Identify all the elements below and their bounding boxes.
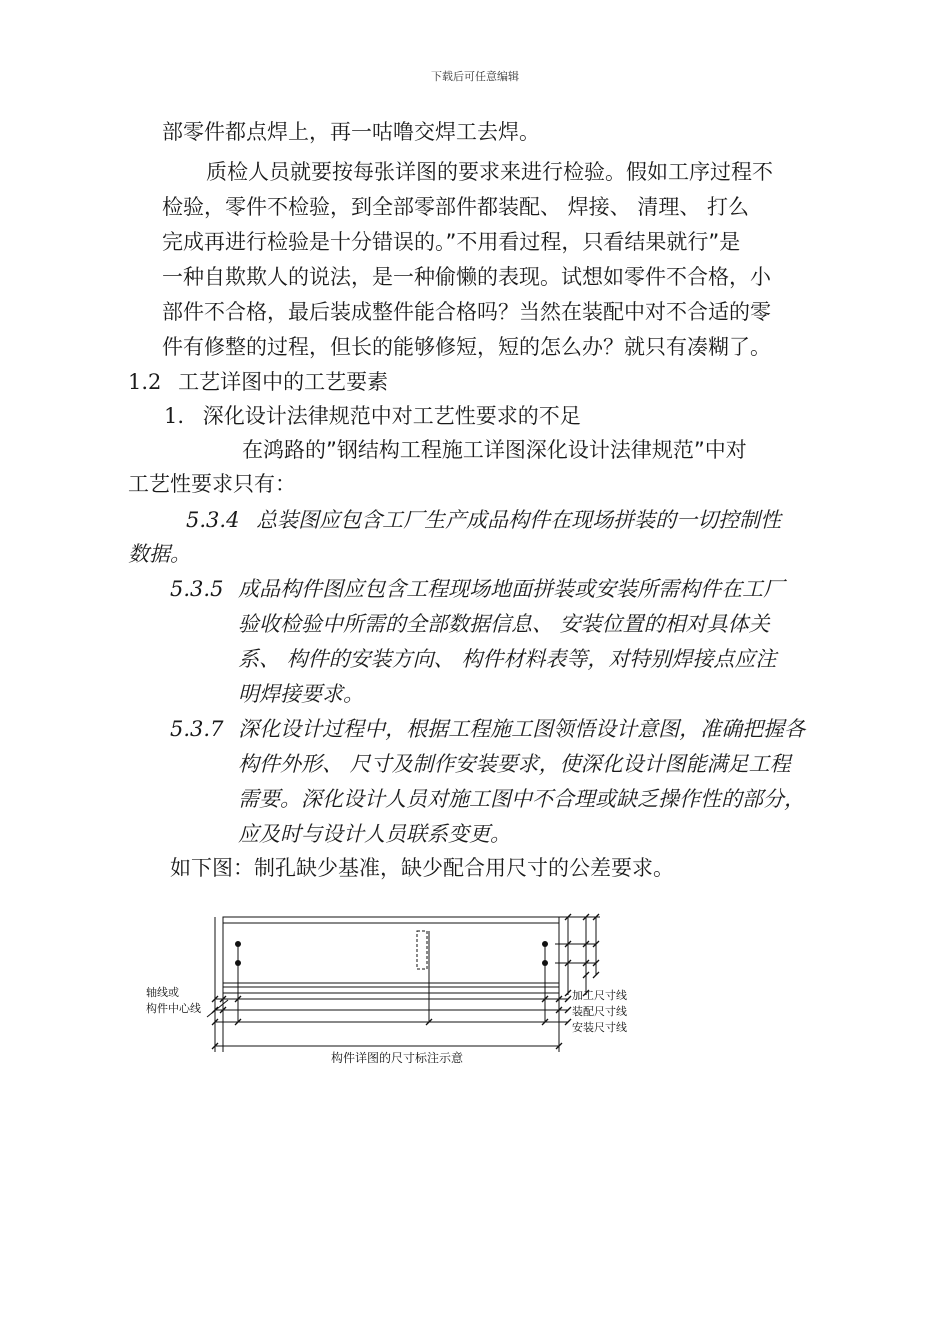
clause-text: 明焊接要求。 (238, 682, 364, 706)
clause-text: 总装图应包含工厂生产成品构件在现场拼装的一切控制性 (256, 508, 782, 532)
body-line: 部零件都点焊上，再一咕噜交焊工去焊。 (162, 120, 540, 144)
body-line: 件有修整的过程，但长的能够修短，短的怎么办？就只有凑糊了。 (162, 335, 771, 359)
label-axis-line1: 轴线或 (146, 986, 179, 999)
label-install-dimension: 安装尺寸线 (572, 1021, 627, 1034)
body-line: 完成再进行检验是十分错误的。”不用看过程，只看结果就行”是 (162, 230, 741, 254)
body-line: 检验，零件不检验，到全部零部件都装配、 焊接、 清理、 打么 (162, 195, 750, 219)
clause-number: 5.3.5 (170, 577, 224, 601)
bolt-hole (542, 960, 548, 966)
subsection-number: 1. (164, 404, 185, 428)
bolt-hole (235, 960, 241, 966)
label-assembly-dimension: 装配尺寸线 (572, 1005, 627, 1018)
figure-caption: 构件详图的尺寸标注示意 (331, 1051, 464, 1065)
body-line: 质检人员就要按每张详图的要求来进行检验。假如工序过程不 (206, 160, 773, 184)
body-line: 工艺性要求只有： (128, 472, 296, 496)
clause-number: 5.3.4 (186, 508, 240, 532)
page-header: 下载后可任意编辑 (431, 70, 519, 83)
clause-text: 数据。 (128, 542, 191, 566)
clause-text: 验收检验中所需的全部数据信息、 安装位置的相对具体关 (238, 612, 770, 636)
clause-text: 需要。深化设计人员对施工图中不合理或缺乏操作性的部分， (238, 787, 805, 811)
clause-text: 成品构件图应包含工程现场地面拼装或安装所需构件在工厂 (238, 577, 785, 601)
body-line: 在鸿路的”钢结构工程施工详图深化设计法律规范”中对 (242, 438, 747, 462)
bolt-hole (542, 941, 548, 947)
section-number: 1.2 (128, 370, 162, 394)
beam-outline (223, 917, 559, 993)
section-title: 工艺详图中的工艺要素 (178, 370, 389, 394)
clause-number: 5.3.7 (170, 717, 224, 741)
label-axis-line2: 构件中心线 (146, 1002, 201, 1015)
clause-text: 构件外形、 尺寸及制作安装要求，使深化设计图能满足工程 (238, 752, 791, 776)
clause-text: 系、 构件的安装方向、 构件材料表等，对特别焊接点应注 (238, 647, 777, 671)
label-process-dimension: 加工尺寸线 (572, 989, 627, 1002)
clause-text: 应及时与设计人员联系变更。 (238, 822, 511, 846)
body-line: 如下图：制孔缺少基准，缺少配合用尺寸的公差要求。 (170, 856, 674, 880)
clause-text: 深化设计过程中，根据工程施工图领悟设计意图，准确把握各 (238, 717, 806, 741)
subsection-title: 深化设计法律规范中对工艺性要求的不足 (202, 404, 581, 428)
body-line: 部件不合格，最后装成整件能合格吗？当然在装配中对不合适的零 (162, 300, 771, 324)
slot-hole (417, 931, 427, 969)
body-line: 一种自欺欺人的说法，是一种偷懒的表现。试想如零件不合格，小 (162, 265, 771, 289)
bolt-hole (235, 941, 241, 947)
